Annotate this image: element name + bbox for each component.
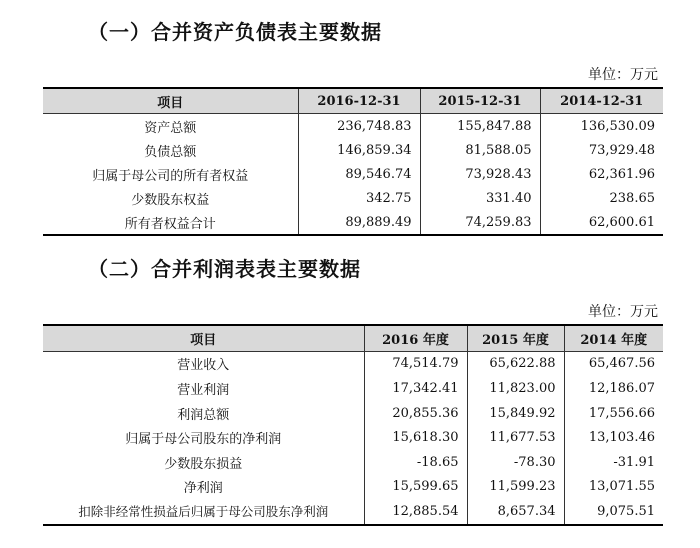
cell-value: 89,889.49 (298, 210, 420, 235)
table-row (43, 376, 663, 401)
header-col: 2015-12-31 (420, 88, 540, 114)
cell-value: 155,847.88 (420, 114, 540, 139)
cell-value: 11,677.53 (467, 425, 564, 450)
row-label: 负债总额 (43, 138, 298, 162)
cell-value: 11,599.23 (467, 475, 564, 500)
cell-value: 11,823.00 (467, 376, 564, 401)
cell-value: 65,622.88 (467, 351, 564, 376)
cell-value: 331.40 (420, 186, 540, 210)
cell-value: 62,600.61 (540, 210, 663, 235)
cell-value: 81,588.05 (420, 138, 540, 162)
table-row (43, 210, 663, 235)
table-row (43, 114, 663, 139)
cell-value: 342.75 (298, 186, 420, 210)
cell-value: 17,342.41 (364, 376, 467, 401)
cell-value: 12,885.54 (364, 499, 467, 525)
row-label: 所有者权益合计 (43, 210, 298, 235)
row-label: 净利润 (43, 475, 364, 500)
cell-value: 15,849.92 (467, 401, 564, 426)
row-label: 资产总额 (43, 114, 298, 139)
cell-value: 15,618.30 (364, 425, 467, 450)
cell-value: 73,928.43 (420, 162, 540, 186)
section2-unit: 单位：万元 (588, 304, 658, 320)
table-row (43, 425, 663, 450)
cell-value: 146,859.34 (298, 138, 420, 162)
cell-value: 238.65 (540, 186, 663, 210)
table-header-row (43, 88, 663, 114)
table-header-row (43, 325, 663, 351)
cell-value: 236,748.83 (298, 114, 420, 139)
cell-value: 73,929.48 (540, 138, 663, 162)
header-col: 2014 年度 (564, 325, 663, 351)
header-col: 2016 年度 (364, 325, 467, 351)
section2-title: （二）合并利润表表主要数据 (88, 257, 361, 281)
cell-value: 13,071.55 (564, 475, 663, 500)
table-row (43, 499, 663, 525)
cell-value: 74,259.83 (420, 210, 540, 235)
row-label: 归属于母公司的所有者权益 (43, 162, 298, 186)
cell-value: 12,186.07 (564, 376, 663, 401)
header-item: 项目 (43, 325, 364, 351)
row-label: 少数股东权益 (43, 186, 298, 210)
cell-value: 20,855.36 (364, 401, 467, 426)
cell-value: -31.91 (564, 450, 663, 475)
cell-value: 8,657.34 (467, 499, 564, 525)
cell-value: 74,514.79 (364, 351, 467, 376)
row-label: 扣除非经常性损益后归属于母公司股东净利润 (43, 499, 364, 525)
cell-value: 89,546.74 (298, 162, 420, 186)
header-col: 2016-12-31 (298, 88, 420, 114)
row-label: 归属于母公司股东的净利润 (43, 425, 364, 450)
header-col: 2014-12-31 (540, 88, 663, 114)
table-row (43, 138, 663, 162)
cell-value: 13,103.46 (564, 425, 663, 450)
income-statement-table (43, 324, 663, 526)
header-item: 项目 (43, 88, 298, 114)
header-col: 2015 年度 (467, 325, 564, 351)
table-row (43, 351, 663, 376)
table-row (43, 450, 663, 475)
table-row (43, 475, 663, 500)
cell-value: 17,556.66 (564, 401, 663, 426)
cell-value: 9,075.51 (564, 499, 663, 525)
section1-unit: 单位：万元 (588, 67, 658, 83)
cell-value: 136,530.09 (540, 114, 663, 139)
table-row (43, 186, 663, 210)
table-row (43, 162, 663, 186)
cell-value: -18.65 (364, 450, 467, 475)
row-label: 利润总额 (43, 401, 364, 426)
balance-sheet-table (43, 87, 663, 236)
row-label: 少数股东损益 (43, 450, 364, 475)
table-row (43, 401, 663, 426)
row-label: 营业利润 (43, 376, 364, 401)
cell-value: 65,467.56 (564, 351, 663, 376)
row-label: 营业收入 (43, 351, 364, 376)
cell-value: 62,361.96 (540, 162, 663, 186)
cell-value: -78.30 (467, 450, 564, 475)
section1-title: （一）合并资产负债表主要数据 (88, 20, 382, 44)
cell-value: 15,599.65 (364, 475, 467, 500)
